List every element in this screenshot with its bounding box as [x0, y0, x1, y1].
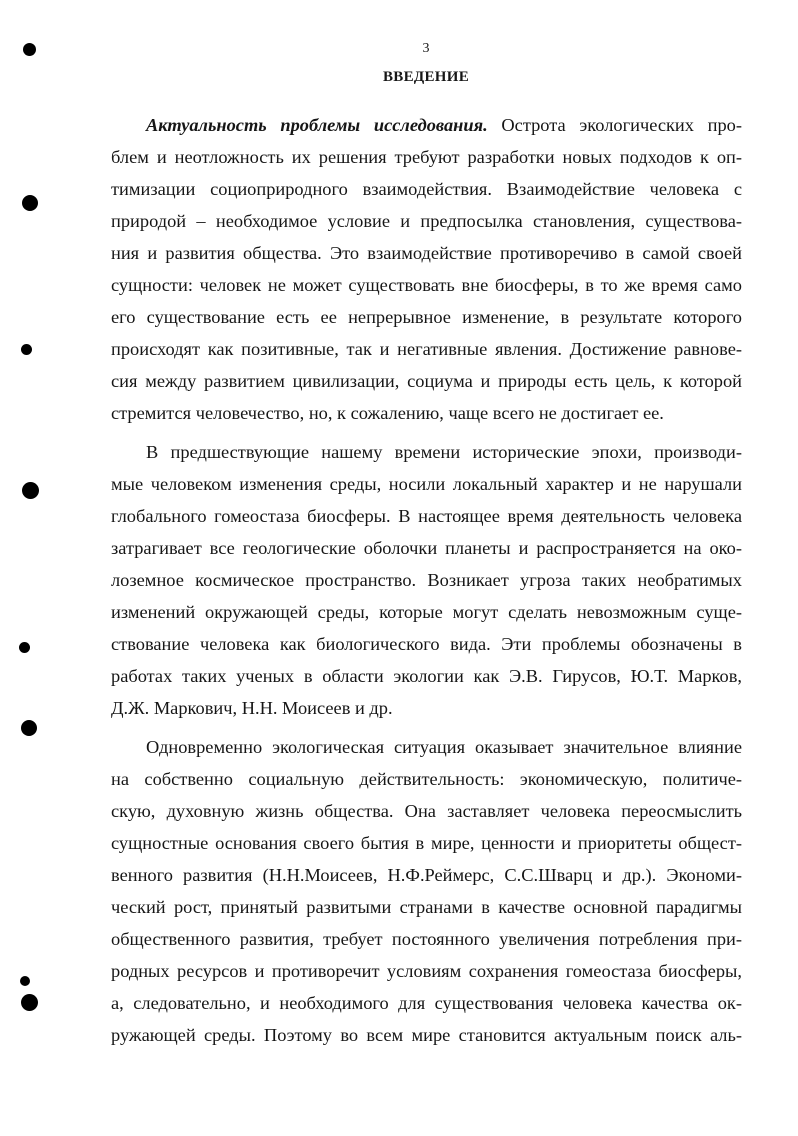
- text-line: его существование есть ее непрерывное изменение, в результате которого: [111, 307, 742, 327]
- text-line: происходят как позитивные, так и негативные явления. Достижение равнове-: [111, 339, 742, 359]
- text-line: блем и неотложность их решения требуют разработки новых подходов к оп-: [111, 147, 742, 167]
- text-line: Д.Ж. Маркович, Н.Н. Моисеев и др.: [111, 698, 393, 718]
- text-line: Одновременно экологическая ситуация оказывает значительное влияние: [146, 737, 742, 757]
- text-line: сия между развитием цивилизации, социума и природы есть цель, к которой: [111, 371, 742, 391]
- binding-hole: [19, 642, 30, 653]
- text-line: природой – необходимое условие и предпосылка становления, существова-: [111, 211, 742, 231]
- text-line: мые человеком изменения среды, носили локальный характер и не нарушали: [111, 474, 742, 494]
- binding-hole: [22, 482, 39, 499]
- text-line: ния и развития общества. Это взаимодействие противоречиво в самой своей: [111, 243, 742, 263]
- text-line: на собственно социальную действительность: экономическую, политиче-: [111, 769, 742, 789]
- text-line: лоземное космическое пространство. Возникает угроза таких необратимых: [111, 570, 742, 590]
- binding-hole: [21, 344, 32, 355]
- binding-hole: [20, 976, 30, 986]
- text-line: затрагивает все геологические оболочки планеты и распространяется на око-: [111, 538, 742, 558]
- text-line: общественного развития, требует постоянного увеличения потребления при-: [111, 929, 742, 949]
- text-line: сущностные основания своего бытия в мире, ценности и приоритеты общест-: [111, 833, 742, 853]
- binding-hole: [22, 195, 38, 211]
- text-line: а, следовательно, и необходимого для существования человека качества ок-: [111, 993, 742, 1013]
- text-line: родных ресурсов и противоречит условиям сохранения гомеостаза биосферы,: [111, 961, 742, 981]
- text-line: В предшествующие нашему времени исторические эпохи, производи-: [146, 442, 742, 462]
- text-line: изменений окружающей среды, которые могут сделать невозможным суще-: [111, 602, 742, 622]
- text-line: ческий рост, принятый развитыми странами в качестве основной парадигмы: [111, 897, 742, 917]
- binding-hole: [21, 994, 38, 1011]
- text-line: Актуальность проблемы исследования. Острота экологических про-: [146, 115, 743, 135]
- page-title: ВВЕДЕНИЕ: [382, 69, 470, 85]
- text-line: венного развития (Н.Н.Моисеев, Н.Ф.Реймерс, С.С.Шварц и др.). Экономи-: [111, 865, 742, 885]
- text-line: работах таких ученых в области экологии как Э.В. Гирусов, Ю.Т. Марков,: [111, 666, 742, 686]
- text-line: ружающей среды. Поэтому во всем мире становится актуальным поиск аль-: [111, 1025, 742, 1045]
- text-line: ствование человека как биологического вида. Эти проблемы обозначены в: [111, 634, 742, 654]
- text-line: скую, духовную жизнь общества. Она заставляет человека переосмыслить: [111, 801, 742, 821]
- text-line: глобального гомеостаза биосферы. В настоящее время деятельность человека: [111, 506, 742, 526]
- lead-phrase: Актуальность проблемы исследования.: [146, 115, 488, 135]
- text-line: сущности: человек не может существовать вне биосферы, в то же время само: [111, 275, 742, 295]
- text-line: стремится человечество, но, к сожалению, чаще всего не достигает ее.: [111, 403, 664, 423]
- binding-hole: [21, 720, 37, 736]
- text-line: тимизации социоприродного взаимодействия. Взаимодействие человека с: [111, 179, 742, 199]
- page-number: 3: [422, 41, 430, 56]
